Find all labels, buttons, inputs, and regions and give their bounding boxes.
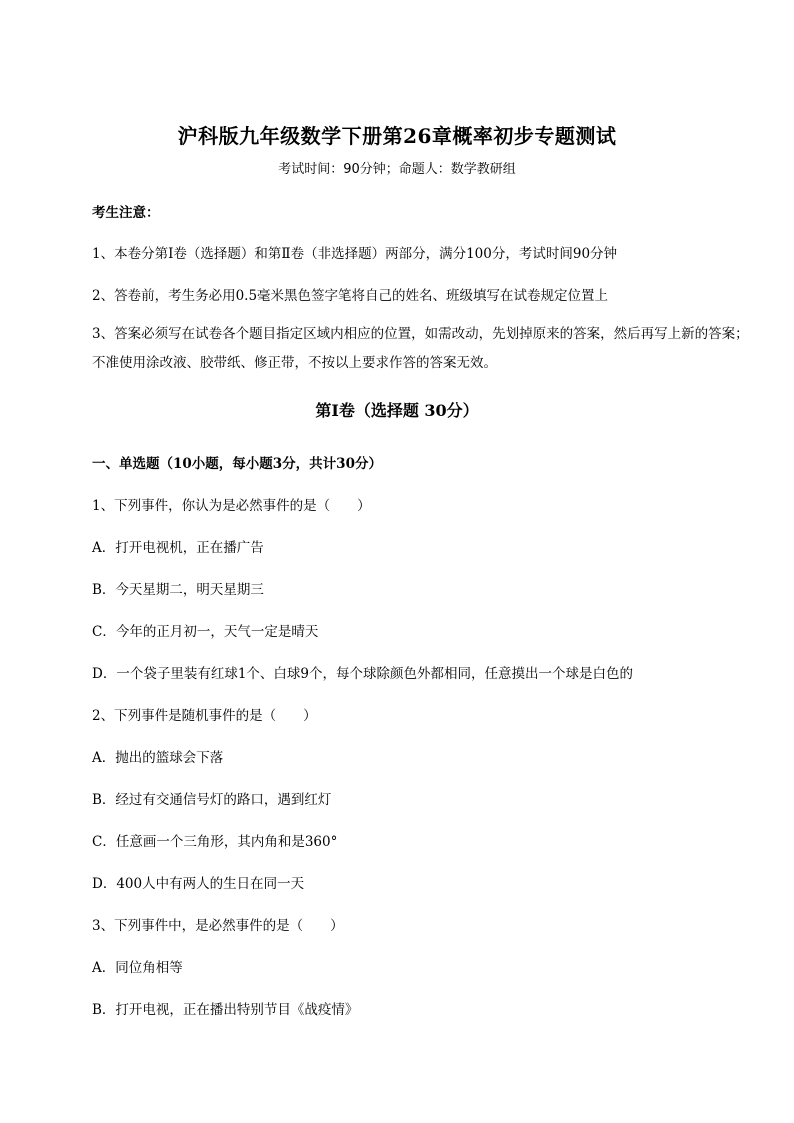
question-1-option-c: C．今年的正月初一，天气一定是晴天 — [92, 624, 319, 640]
question-3-option-a: A．同位角相等 — [92, 960, 183, 976]
question-2-option-a: A．抛出的篮球会下落 — [92, 750, 224, 766]
question-3-stem: 3、下列事件中，是必然事件的是（ ） — [92, 918, 344, 934]
page-title: 沪科版九年级数学下册第26章概率初步专题测试 — [177, 124, 617, 148]
question-1-option-a: A．打开电视机，正在播广告 — [92, 540, 264, 556]
part-heading: 一、单选题（10小题，每小题3分，共计30分） — [92, 456, 382, 472]
notice-item-3: 3、答案必须写在试卷各个题目指定区域内相应的位置，如需改动，先划掉原来的答案，然后再写上新的答案；不准使用涂改液、胶带纸、修正带，不按以上要求作答的答案无效。 — [92, 326, 749, 371]
question-2-stem: 2、下列事件是随机事件的是（ ） — [92, 708, 317, 724]
question-1-stem: 1、下列事件，你认为是必然事件的是（ ） — [92, 498, 371, 514]
notice-item-1: 1、本卷分第I卷（选择题）和第Ⅱ卷（非选择题）两部分，满分100分，考试时间90分钟 — [92, 246, 618, 262]
question-1-option-d: D．一个袋子里装有红球1个、白球9个，每个球除颜色外都相同，任意摸出一个球是白色的 — [92, 666, 634, 682]
question-1-option-b: B．今天星期二，明天星期三 — [92, 582, 264, 598]
exam-info: 考试时间：90分钟；命题人：数学教研组 — [278, 162, 516, 177]
question-2-option-b: B．经过有交通信号灯的路口，遇到红灯 — [92, 792, 332, 808]
question-2-option-c: C．任意画一个三角形，其内角和是360° — [92, 834, 338, 850]
section-title: 第I卷（选择题 30分） — [315, 401, 479, 420]
question-2-option-d: D．400人中有两人的生日在同一天 — [92, 876, 305, 892]
notice-heading: 考生注意： — [92, 205, 160, 221]
question-3-option-b: B．打开电视，正在播出特别节目《战疫情》 — [92, 1002, 359, 1018]
notice-item-2: 2、答卷前，考生务必用0.5毫米黑色签字笔将自己的姓名、班级填写在试卷规定位置上 — [92, 288, 609, 304]
